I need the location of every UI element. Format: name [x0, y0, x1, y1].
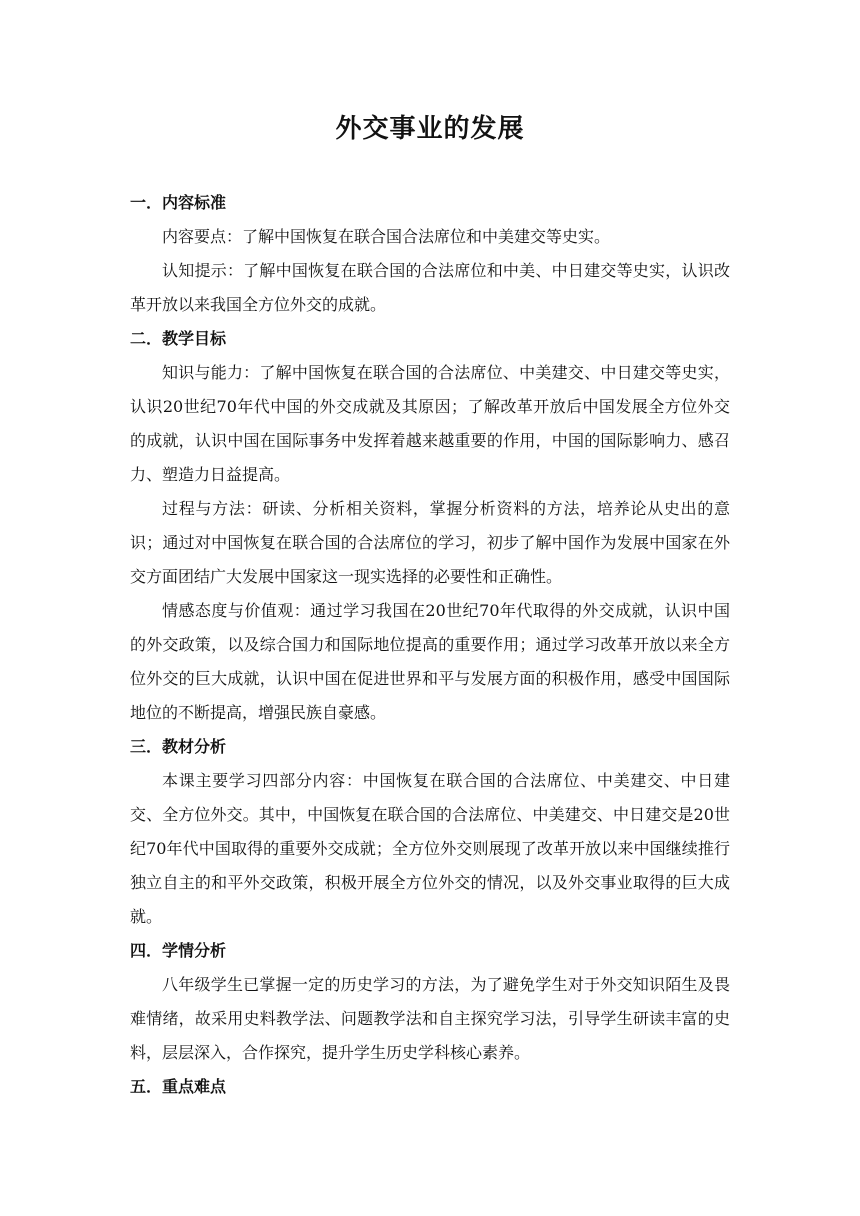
paragraph: 认知提示：了解中国恢复在联合国的合法席位和中美、中日建交等史实，认识改革开放以来我国全方位外交的成就。 [130, 261, 730, 314]
paragraph: 情感态度与价值观：通过学习我国在20世纪70年代取得的外交成就，认识中国的外交政策，以及综合国力和国际地位提高的重要作用；通过学习改革开放以来全方位外交的巨大成就，认识中国在促进世界和平与发展方面的积极作用，感受中国国际地位的不断提高，增强民族自豪感。 [130, 601, 730, 722]
section-heading: 一．内容标准 [130, 193, 227, 212]
section-content-standard [130, 186, 730, 322]
section-heading: 二．教学目标 [130, 329, 227, 348]
paragraph: 过程与方法：研读、分析相关资料，掌握分析资料的方法，培养论从史出的意识；通过对中国恢复在联合国的合法席位的学习，初步了解中国作为发展中国家在外交方面团结广大发展中国家这一现实选择的必要性和正确性。 [130, 499, 730, 586]
section-textbook-analysis [130, 730, 730, 934]
section-teaching-goals [130, 322, 730, 730]
paragraph: 本课主要学习四部分内容：中国恢复在联合国的合法席位、中美建交、中日建交、全方位外交。其中，中国恢复在联合国的合法席位、中美建交、中日建交是20世纪70年代中国取得的重要外交成就；全方位外交则展现了改革开放以来中国继续推行独立自主的和平外交政策，积极开展全方位外交的情况，以及外交事业取得的巨大成就。 [130, 771, 730, 926]
section-key-points [130, 1070, 730, 1104]
paragraph: 八年级学生已掌握一定的历史学习的方法，为了避免学生对于外交知识陌生及畏难情绪，故采用史料教学法、问题教学法和自主探究学习法，引导学生研读丰富的史料，层层深入，合作探究，提升学生历史学科核心素养。 [130, 975, 730, 1062]
paragraph: 知识与能力：了解中国恢复在联合国的合法席位、中美建交、中日建交等史实，认识20世纪70年代中国的外交成就及其原因；了解改革开放后中国发展全方位外交的成就，认识中国在国际事务中发挥着越来越重要的作用，中国的国际影响力、感召力、塑造力日益提高。 [130, 363, 730, 484]
section-student-analysis [130, 934, 730, 1070]
section-heading: 五．重点难点 [130, 1077, 227, 1096]
document-body [130, 186, 730, 1104]
section-heading: 三．教材分析 [130, 737, 227, 756]
section-heading: 四．学情分析 [130, 941, 227, 960]
paragraph: 内容要点：了解中国恢复在联合国合法席位和中美建交等史实。 [162, 227, 611, 246]
document-title: 外交事业的发展 [335, 114, 525, 144]
